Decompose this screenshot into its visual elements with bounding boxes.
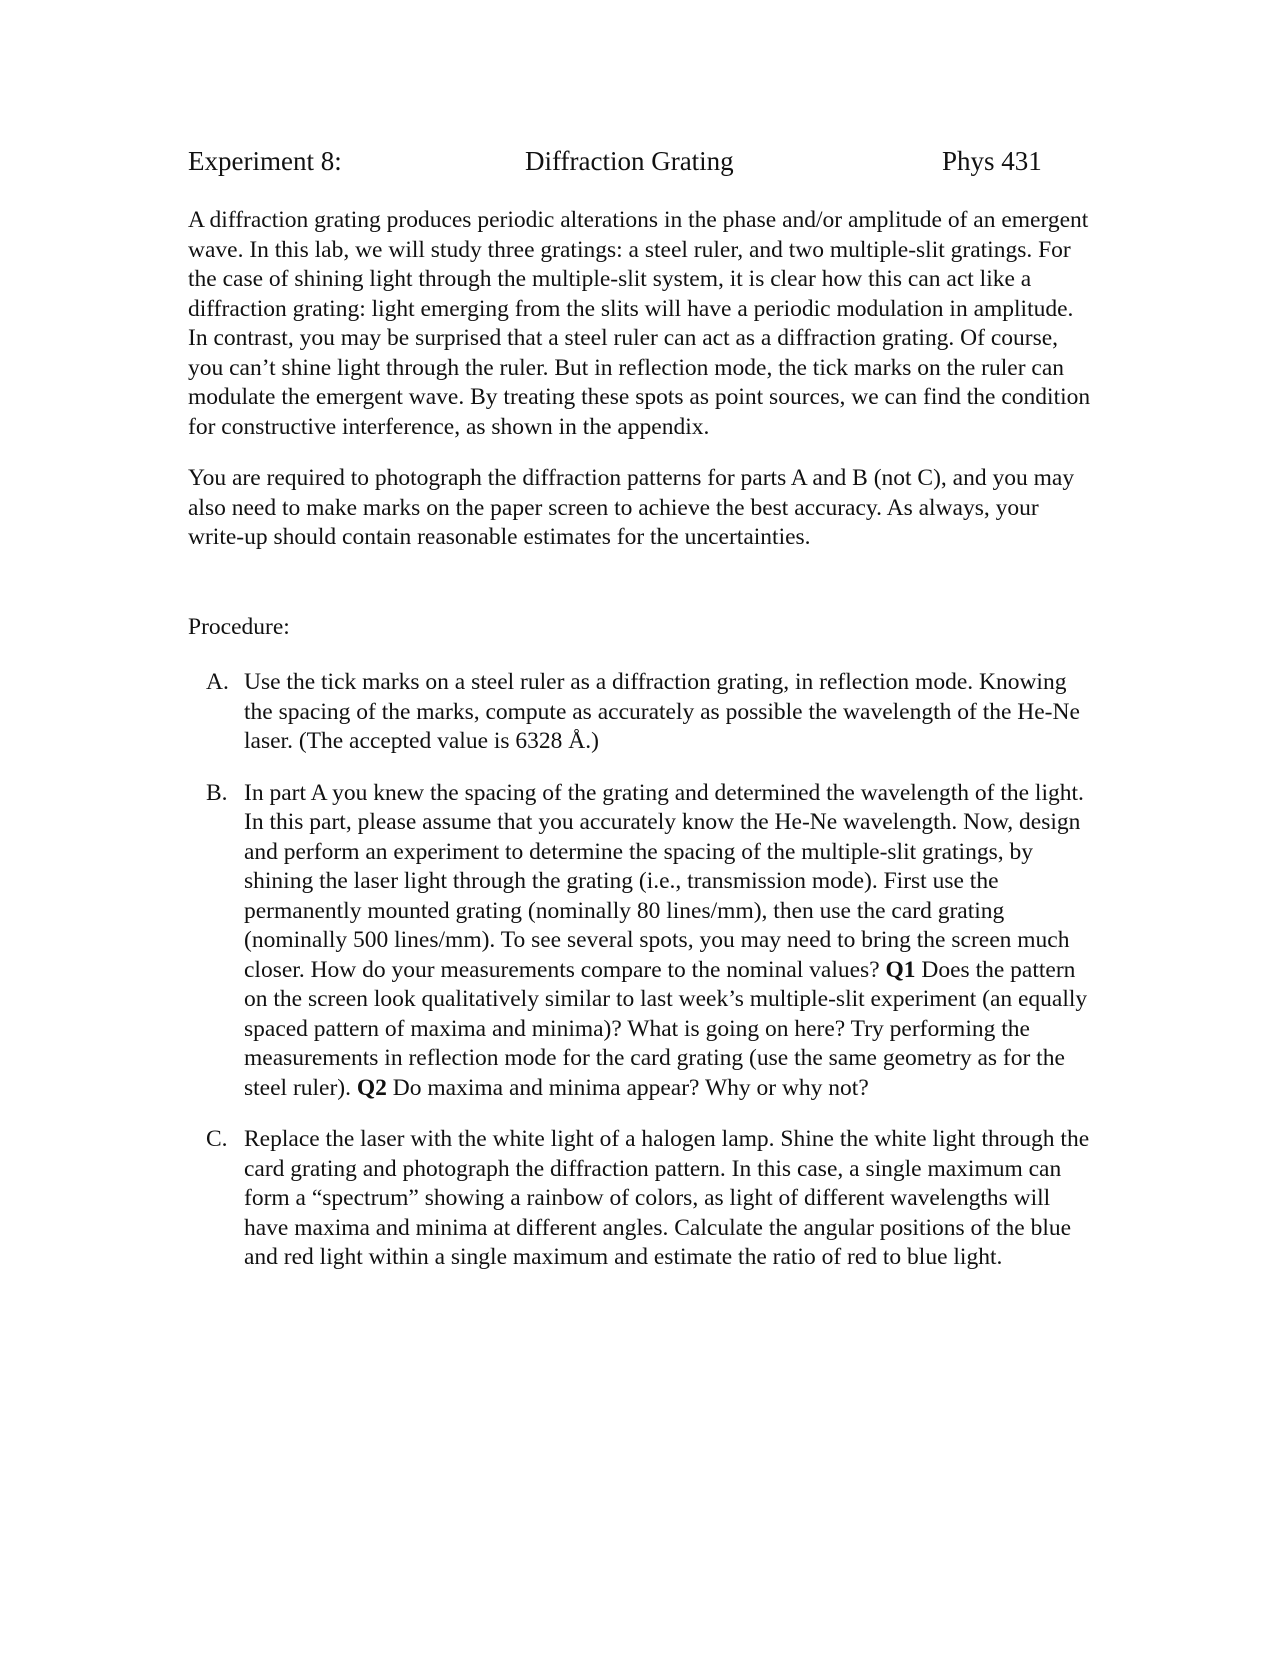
step-text-part-2: Does the pattern on the screen look qualitatively similar to last week’s multiple-slit experiment (an equally spaced pattern of maxima and minima)? What is going on here? Try performing the measurements in reflection mode for the card grating (use the same geometry as for the steel ruler). bbox=[244, 956, 1088, 1101]
experiment-number: Experiment 8: bbox=[188, 146, 342, 176]
requirements-paragraph: You are required to photograph the diffraction patterns for parts A and B (not C), and you may also need to make marks on the paper screen to achieve the best accuracy. As always, your write-up should contain reasonable estimates for the uncertainties. bbox=[188, 465, 1075, 550]
question-label-q1: Q1 bbox=[885, 956, 916, 983]
step-marker: C. bbox=[206, 1126, 228, 1152]
step-marker: A. bbox=[206, 669, 229, 695]
step-text-part-1: In part A you knew the spacing of the grating and determined the wavelength of the light. In this part, please assume that you accurately know the He-Ne wavelength. Now, design and perform an experiment to determine the spacing of the multiple-slit gratings, by shining the laser light through the grating (i.e., transmission mode). First use the permanently mounted grating (nominally 80 lines/mm), then use the card grating (nominally 500 lines/mm). To see several spots, you may need to bring the screen much closer. How do your measurements compare to the nominal values? bbox=[244, 779, 1084, 983]
step-text-part-3: Do maxima and minima appear? Why or why not? bbox=[392, 1074, 869, 1101]
step-text: Replace the laser with the white light of a halogen lamp. Shine the white light through the card grating and photograph the diffraction pattern. In this case, a single maximum can form a “spectrum” showing a rainbow of colors, as light of different wavelengths will have maxima and minima at different angles. Calculate the angular positions of the blue and red light within a single maximum and estimate the ratio of red to blue light. bbox=[244, 1126, 1090, 1270]
procedure-step-b bbox=[188, 779, 1099, 1104]
step-marker: B. bbox=[206, 779, 228, 806]
document-page bbox=[188, 146, 1098, 1295]
question-label-q2: Q2 bbox=[356, 1074, 387, 1101]
procedure-step-a bbox=[188, 668, 1099, 757]
procedure-list bbox=[188, 668, 1098, 1273]
course-code: Phys 431 bbox=[942, 146, 1042, 176]
procedure-heading: Procedure: bbox=[188, 613, 290, 640]
procedure-step-c bbox=[188, 1125, 1099, 1273]
intro-paragraph: A diffraction grating produces periodic alterations in the phase and/or amplitude of an emergent wave. In this lab, we will study three gratings: a steel ruler, and two multiple-slit gratings. For the case of shining light through the multiple-slit system, it is clear how this can act like a diffraction grating: light emerging from the slits will have a periodic modulation in amplitude. In contrast, you may be surprised that a steel ruler can act as a diffraction grating. Of course, you can’t shine light through the ruler. But in reflection mode, the tick marks on the ruler can modulate the emergent wave. By treating these spots as point sources, we can find the condition for constructive interference, as shown in the appendix. bbox=[188, 207, 1091, 440]
experiment-title: Diffraction Grating bbox=[525, 146, 734, 176]
step-text: Use the tick marks on a steel ruler as a diffraction grating, in reflection mode. Knowing the spacing of the marks, compute as accurately as possible the wavelength of the He-Ne laser. (The accepted value is 6328 Å.) bbox=[244, 669, 1080, 754]
document-header bbox=[188, 146, 1098, 186]
